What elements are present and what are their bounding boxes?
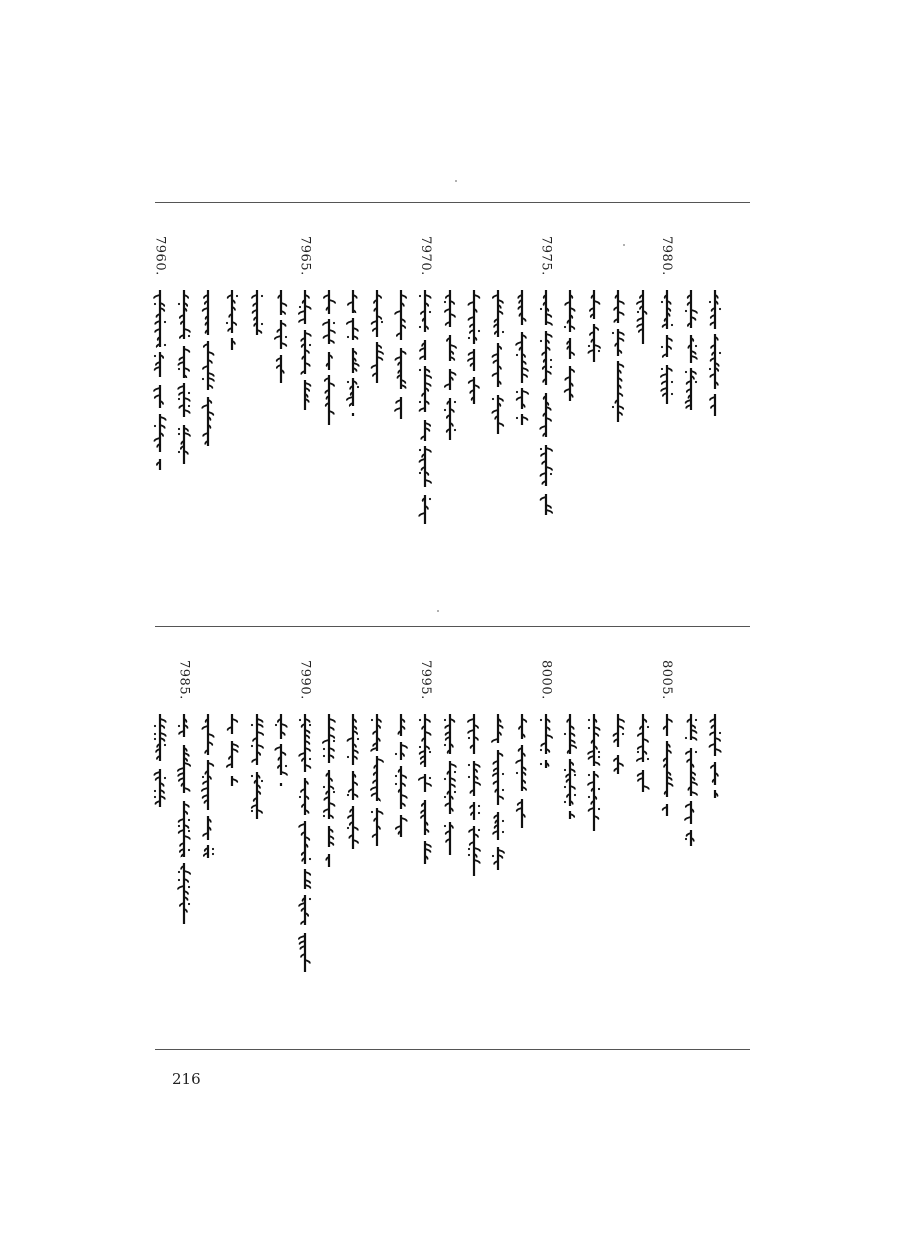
line-number: 7990. (297, 660, 313, 700)
mongolian-script-line (249, 712, 265, 821)
mongolian-script-line (442, 712, 458, 857)
mongolian-script-line (200, 712, 216, 860)
mongolian-script-line (514, 288, 530, 427)
mongolian-script-line (586, 712, 602, 833)
scan-speck (437, 610, 439, 612)
mongolian-script-line (273, 712, 289, 788)
mongolian-script-line (176, 712, 192, 926)
line-number: 7970. (417, 236, 433, 276)
line-number: 7960. (152, 236, 168, 276)
mongolian-script-line (393, 712, 409, 839)
mongolian-script-line (466, 712, 482, 878)
mongolian-script-line (369, 712, 385, 848)
mongolian-script-line (321, 712, 337, 869)
mongolian-script-line (152, 712, 168, 809)
mongolian-script-line (635, 712, 651, 794)
mongolian-script-line (514, 712, 530, 830)
mongolian-script-line (369, 288, 385, 385)
middle-rule (155, 626, 750, 627)
mongolian-script-line (466, 288, 482, 406)
top-rule (155, 202, 750, 203)
mongolian-script-line (659, 712, 675, 818)
mongolian-script-line (538, 288, 554, 517)
mongolian-script-line (635, 288, 651, 346)
mongolian-script-line (345, 288, 361, 418)
mongolian-script-line (176, 288, 192, 466)
line-number: 7985. (176, 660, 192, 700)
line-number: 8000. (538, 660, 554, 700)
mongolian-script-line (345, 712, 361, 851)
line-number: 7980. (659, 236, 675, 276)
mongolian-script-line (273, 288, 289, 385)
mongolian-script-line (562, 712, 578, 821)
mongolian-script-line (562, 288, 578, 403)
verse-line (145, 236, 175, 608)
mongolian-script-line (297, 288, 313, 412)
lower-verse-panel (155, 660, 750, 1032)
line-number: 7975. (538, 236, 554, 276)
mongolian-script-line (659, 288, 675, 406)
line-number: 7965. (297, 236, 313, 276)
mongolian-script-line (683, 288, 699, 412)
upper-verse-panel (152, 236, 750, 608)
page-number: 216 (172, 1070, 201, 1088)
mongolian-script-line (490, 288, 506, 436)
mongolian-script-line (707, 288, 723, 418)
mongolian-script-line (442, 288, 458, 442)
mongolian-script-line (610, 288, 626, 424)
mongolian-script-line (586, 288, 602, 364)
mongolian-script-line (417, 288, 433, 526)
line-number: 7995. (417, 660, 433, 700)
mongolian-script-line (224, 288, 240, 352)
mongolian-script-line (297, 712, 313, 974)
mongolian-script-line (490, 712, 506, 872)
mongolian-script-line (707, 712, 723, 800)
mongolian-script-line (393, 288, 409, 421)
mongolian-script-line (538, 712, 554, 770)
bottom-rule (155, 1049, 750, 1050)
mongolian-script-line (417, 712, 433, 866)
mongolian-script-line (249, 288, 265, 337)
mongolian-script-line (321, 288, 337, 427)
verse-line (145, 660, 175, 1032)
mongolian-script-line (683, 712, 699, 848)
mongolian-script-line (152, 288, 168, 472)
line-number: 8005. (659, 660, 675, 700)
mongolian-script-line (610, 712, 626, 776)
scan-speck (455, 180, 457, 182)
mongolian-script-line (200, 288, 216, 448)
mongolian-script-line (224, 712, 240, 788)
